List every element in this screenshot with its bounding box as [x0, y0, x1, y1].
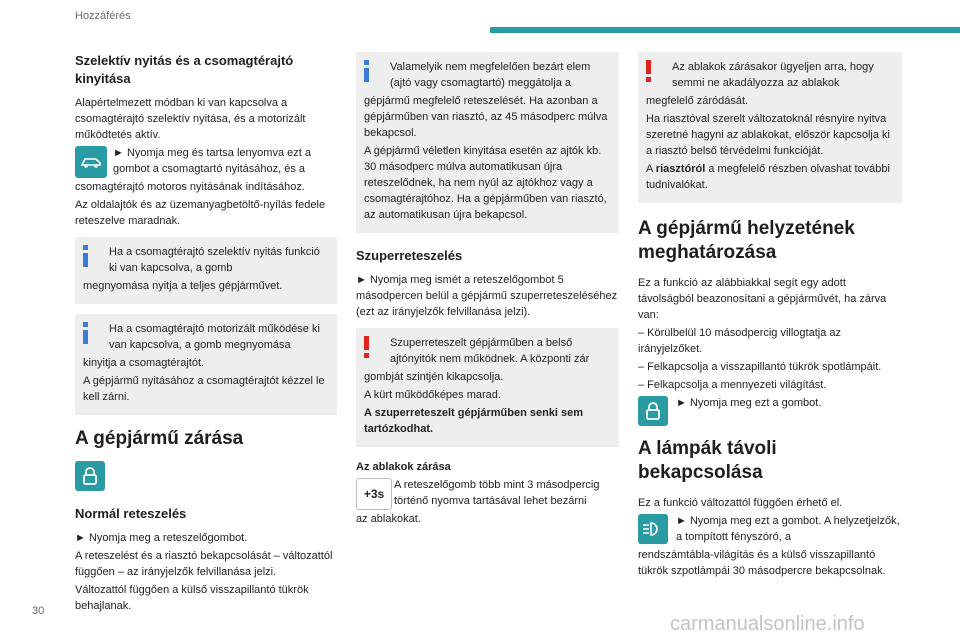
warning-text: megfelelő záródását. — [646, 95, 749, 107]
header-accent-bar — [490, 27, 960, 33]
column-2 — [356, 52, 619, 529]
column-1 — [75, 52, 337, 616]
info-text: Ha a csomagtérajtó motorizált működése ki van kapcsolva, a gomb megnyomása — [109, 323, 320, 351]
warning-box — [356, 328, 619, 447]
headlamp-icon — [638, 514, 668, 544]
page-header — [0, 0, 960, 30]
heading-window-closing: Az ablakok zárása — [356, 461, 451, 473]
info-box — [75, 314, 337, 415]
paragraph: Ez a funkció változattól függően érhető el. — [638, 497, 843, 509]
warning-text: Az ablakok zárásakor ügyeljen arra, hogy semmi ne akadályozza az ablakok — [672, 61, 874, 89]
paragraph: Az oldalajtók és az üzemanyagbetöltő-nyílás fedele reteszelve maradnak. — [75, 199, 326, 227]
info-text: Valamelyik nem megfelelően bezárt elem (ajtó vagy csomagtartó) meggátolja a — [390, 61, 591, 89]
info-icon — [83, 322, 88, 344]
info-text: kinyitja a csomagtérajtót. — [83, 357, 205, 369]
heading-vehicle-locking: A gépjármű zárása — [75, 428, 244, 449]
warning-text: gombját szintjén kikapcsolja. — [364, 371, 504, 383]
warning-box — [638, 52, 902, 203]
heading-vehicle-locating: A gépjármű helyzetének meghatározása — [638, 218, 855, 263]
section-title: Hozzáférés — [75, 10, 131, 22]
paragraph: ► Nyomja meg ezt a gombot. A helyzetjelzők, a tompított fényszóró, a — [676, 515, 900, 543]
heading-normal-locking: Normál reteszelés — [75, 506, 187, 521]
warning-icon — [364, 336, 369, 358]
info-text: A gépjármű nyitásához a csomagtérajtót kézzel le kell zárni. — [83, 375, 325, 403]
padlock-icon — [75, 461, 105, 491]
instruction-with-icon — [638, 513, 902, 545]
info-text: A gépjármű véletlen kinyitása esetén az ajtók kb. 30 másodperc múlva automatikusan újra reteszelődnek, ha nem nyúl az ajtókhoz vagy a csomagtérajtóhoz. Ha a gépjárműben van riasztó, az automatikusan újra bekapcsol. — [364, 145, 607, 221]
padlock-icon — [638, 396, 668, 426]
paragraph: rendszámtábla-világítás és a külső visszapillantó tükrök szpotlámpái 30 másodpercre bekapcsolnak. — [638, 549, 886, 577]
warning-text: Szuperreteszelt gépjárműben a belső ajtónyitók nem működnek. A központi zár — [390, 337, 590, 365]
paragraph: ► Nyomja meg ezt a gombot. — [676, 397, 822, 409]
watermark: carmanualsonline.info — [670, 613, 865, 635]
info-box — [356, 52, 619, 233]
info-text: gépjármű megfelelő reteszelését. Ha azonban a gépjárműben van riasztó, az 45 másodperc múlva bekapcsol. — [364, 95, 608, 139]
info-icon — [364, 60, 369, 82]
paragraph: ► Nyomja meg ismét a reteszelőgombot 5 másodpercen belül a gépjármű szuperreteszeléséhez (ezt az irányjelzők felvillanása jelzi). — [356, 274, 618, 318]
page-number: 30 — [32, 605, 45, 617]
paragraph: Ez a funkció az alábbiakkal segít egy adott távolságból beazonosítani a gépjárművét, ha zárva van: — [638, 277, 887, 321]
info-box — [75, 237, 337, 304]
info-icon — [83, 245, 88, 267]
heading-selective-opening: Szelektív nyitás és a csomagtérajtó kinyitása — [75, 53, 294, 86]
instruction-with-icon — [75, 145, 337, 177]
list-item: – Felkapcsolja a mennyezeti világítást. — [638, 379, 827, 391]
paragraph: ► Nyomja meg és tartsa lenyomva ezt a gombot a csomagtartó nyitásához, és a — [113, 147, 311, 175]
paragraph: ► Nyomja meg a reteszelőgombot. — [75, 532, 248, 544]
warning-text: A kürt működőképes marad. — [364, 389, 501, 401]
paragraph: Alapértelmezett módban ki van kapcsolva a csomagtérajtó szelektív nyitása, és a motorizált működtetés aktív. — [75, 97, 306, 141]
paragraph: A reteszelést és a riasztó bekapcsolását – változattól függően – az irányjelzők felvillanása jelzi. — [75, 550, 333, 578]
paragraph: Változattól függően a külső visszapillantó tükrök behajlanak. — [75, 584, 309, 612]
warning-text: A riasztóról a megfelelő részben olvashat további tudnivalókat. — [646, 163, 890, 191]
car-tailgate-icon — [75, 146, 107, 178]
heading-super-locking: Szuperreteszelés — [356, 248, 463, 263]
instruction-with-icon — [638, 395, 902, 427]
column-3 — [638, 52, 902, 581]
info-text: megnyomása nyitja a teljes gépjárművet. — [83, 280, 283, 292]
instruction-with-icon — [356, 477, 619, 509]
heading-remote-lamps: A lámpák távoli bekapcsolása — [638, 438, 777, 483]
paragraph: A reteszelőgomb több mint 3 másodpercig történő nyomva tartásával lehet bezárni — [394, 479, 600, 507]
list-item: – Felkapcsolja a visszapillantó tükrök spotlámpáit. — [638, 361, 882, 373]
paragraph: csomagtérajtó motoros nyitásának indításához. — [75, 181, 305, 193]
list-item: – Körülbelül 10 másodpercig villogtatja az irányjelzőket. — [638, 327, 842, 355]
lock-3-seconds-icon: +3s — [356, 478, 392, 510]
info-text: Ha a csomagtérajtó szelektív nyitás funkció ki van kapcsolva, a gomb — [109, 246, 320, 274]
warning-text: A szuperreteszelt gépjárműben senki sem tartózkodhat. — [364, 407, 584, 435]
paragraph: az ablakokat. — [356, 513, 421, 525]
warning-icon — [646, 60, 651, 82]
warning-text: Ha riasztóval szerelt változatoknál résnyire nyitva szeretné hagyni az ablakokat, először kapcsolja ki a riasztó belső térvédelmi funkcióját. — [646, 113, 890, 157]
